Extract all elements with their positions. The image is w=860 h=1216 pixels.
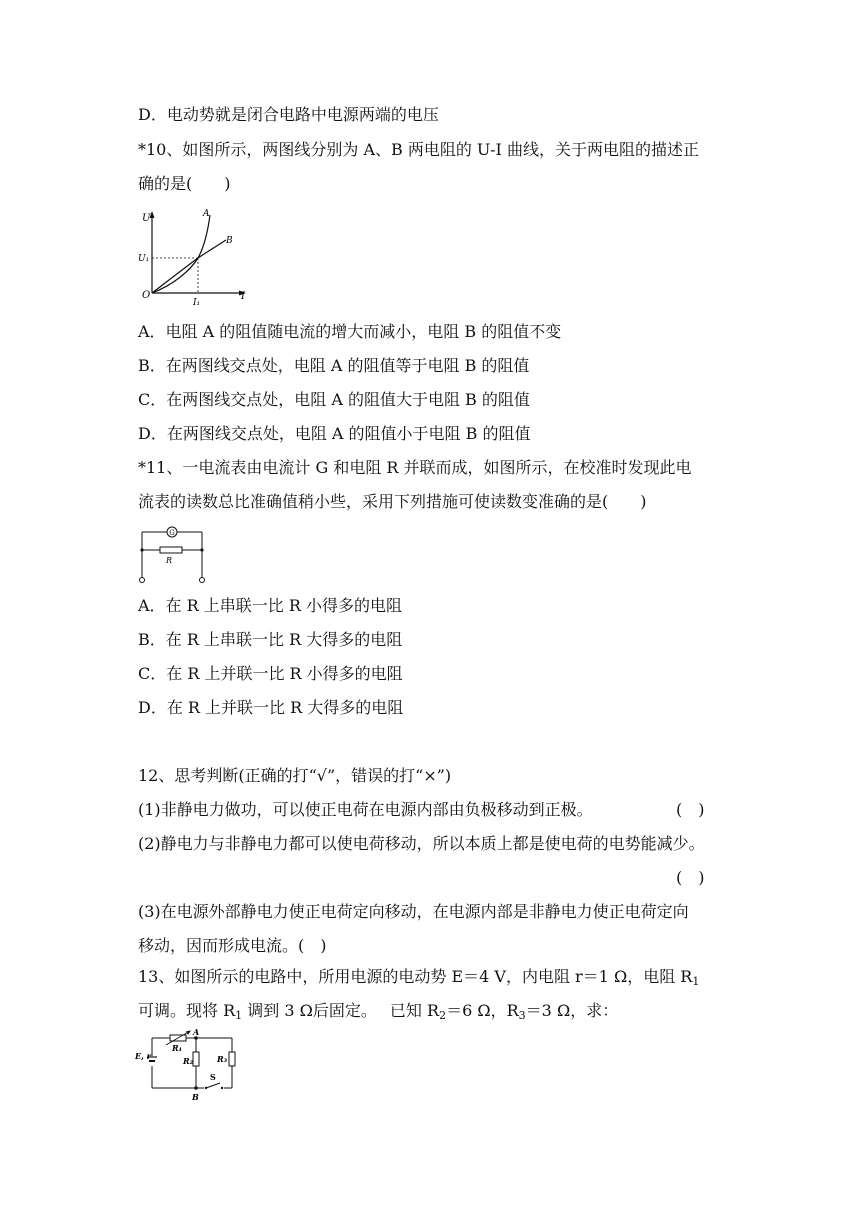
q13-line2-end: ＝3 Ω，求： bbox=[525, 1001, 619, 1020]
q13-line2-sub2: 2 bbox=[439, 1009, 447, 1022]
q12-item1-paren: ( ) bbox=[676, 800, 705, 819]
q12-item3-line1: (3)在电源外部静电力使正电荷定向移动，在电源内部是非静电力使正电荷定向 bbox=[138, 902, 689, 921]
node-b bbox=[194, 1086, 198, 1090]
q10-option-d: D．在两图线交点处，电阻 A 的阻值小于电阻 B 的阻值 bbox=[138, 424, 531, 443]
i-label: I bbox=[241, 291, 245, 302]
u-label: U bbox=[142, 213, 151, 224]
switch-label: S bbox=[210, 1072, 216, 1082]
q13-line1-sub: 1 bbox=[692, 975, 700, 988]
a-label: A bbox=[203, 209, 210, 219]
q13-line2-sub3: 3 bbox=[518, 1009, 526, 1022]
q11-stem-line2: 流表的读数总比准确值稍小些，采用下列措施可使读数变准确的是( ) bbox=[138, 492, 647, 511]
q12-item2: (2)静电力与非静电力都可以使电荷移动，所以本质上都是使电荷的电势能减少。 bbox=[138, 834, 705, 853]
q10-option-b: B．在两图线交点处，电阻 A 的阻值等于电阻 B 的阻值 bbox=[138, 356, 530, 375]
q10-ui-graph bbox=[138, 205, 256, 309]
q11-stem-line1: *11、一电流表由电流计 G 和电阻 R 并联而成，如图所示，在校准时发现此电 bbox=[138, 458, 692, 477]
terminal-left bbox=[140, 578, 145, 583]
q10-option-c: C．在两图线交点处，电阻 A 的阻值大于电阻 B 的阻值 bbox=[138, 390, 530, 409]
q11-option-c: C．在 R 上并联一比 R 小得多的电阻 bbox=[138, 664, 403, 683]
q13-line1-text: 13、如图所示的电路中，所用电源的电动势 E＝4 V，内电阻 r＝1 Ω，电阻 R bbox=[138, 967, 693, 986]
r3-label: R₃ bbox=[217, 1054, 228, 1064]
r-label: R bbox=[166, 556, 173, 565]
q13-line2-pre: 可调。现将 R bbox=[138, 1001, 236, 1020]
q12-item1: (1)非静电力做功，可以使正电荷在电源内部由负极移动到正极。 bbox=[138, 800, 593, 819]
q12-stem: 12、思考判断(正确的打“√”，错误的打“×”) bbox=[138, 766, 452, 785]
g-label: G bbox=[169, 529, 175, 537]
q13-line1 bbox=[138, 965, 699, 994]
q13-line2-mid2: ＝6 Ω，R bbox=[446, 1001, 519, 1020]
er-label: E, r bbox=[135, 1051, 151, 1061]
junction-right bbox=[200, 548, 203, 551]
r1-label: R₁ bbox=[172, 1043, 183, 1053]
junction-left bbox=[140, 548, 143, 551]
resistor-r2 bbox=[193, 1052, 199, 1066]
resistor-r3 bbox=[229, 1052, 235, 1066]
u1-label: U₁ bbox=[138, 254, 150, 264]
terminal-right bbox=[200, 578, 205, 583]
q11-ammeter-circuit bbox=[134, 522, 210, 586]
origin-label: O bbox=[142, 290, 151, 301]
switch-contact bbox=[221, 1087, 223, 1089]
q12-item3-line2: 移动，因而形成电流。( ) bbox=[138, 936, 327, 955]
q13-line2 bbox=[138, 999, 618, 1028]
q9-option-d: D．电动势就是闭合电路中电源两端的电压 bbox=[138, 105, 439, 124]
q10-stem-line2: 确的是( ) bbox=[138, 174, 231, 193]
q10-option-a: A．电阻 A 的阻值随电流的增大而减小，电阻 B 的阻值不变 bbox=[138, 322, 562, 341]
node-a-label: A bbox=[193, 1028, 200, 1037]
q12-item2-paren: ( ) bbox=[676, 868, 705, 887]
curve-b bbox=[152, 240, 226, 293]
b-label: B bbox=[226, 236, 233, 246]
q10-stem-line1: *10、如图所示，两图线分别为 A、B 两电阻的 U-I 曲线，关于两电阻的描述正 bbox=[138, 140, 699, 159]
resistor-r bbox=[160, 547, 182, 553]
curve-a bbox=[152, 215, 210, 293]
q13-circuit bbox=[134, 1028, 244, 1104]
i1-label: I₁ bbox=[193, 298, 201, 308]
q13-line2-sub1: 1 bbox=[235, 1009, 243, 1022]
q13-line2-mid: 调到 3 Ω后固定。 已知 R bbox=[242, 1001, 440, 1020]
q11-option-a: A．在 R 上串联一比 R 小得多的电阻 bbox=[138, 596, 402, 615]
q11-option-b: B．在 R 上串联一比 R 大得多的电阻 bbox=[138, 630, 403, 649]
node-b-label: B bbox=[192, 1092, 199, 1102]
r2-label: R₂ bbox=[183, 1056, 194, 1066]
r1-arrow-head bbox=[186, 1030, 191, 1034]
q11-option-d: D．在 R 上并联一比 R 大得多的电阻 bbox=[138, 698, 404, 717]
